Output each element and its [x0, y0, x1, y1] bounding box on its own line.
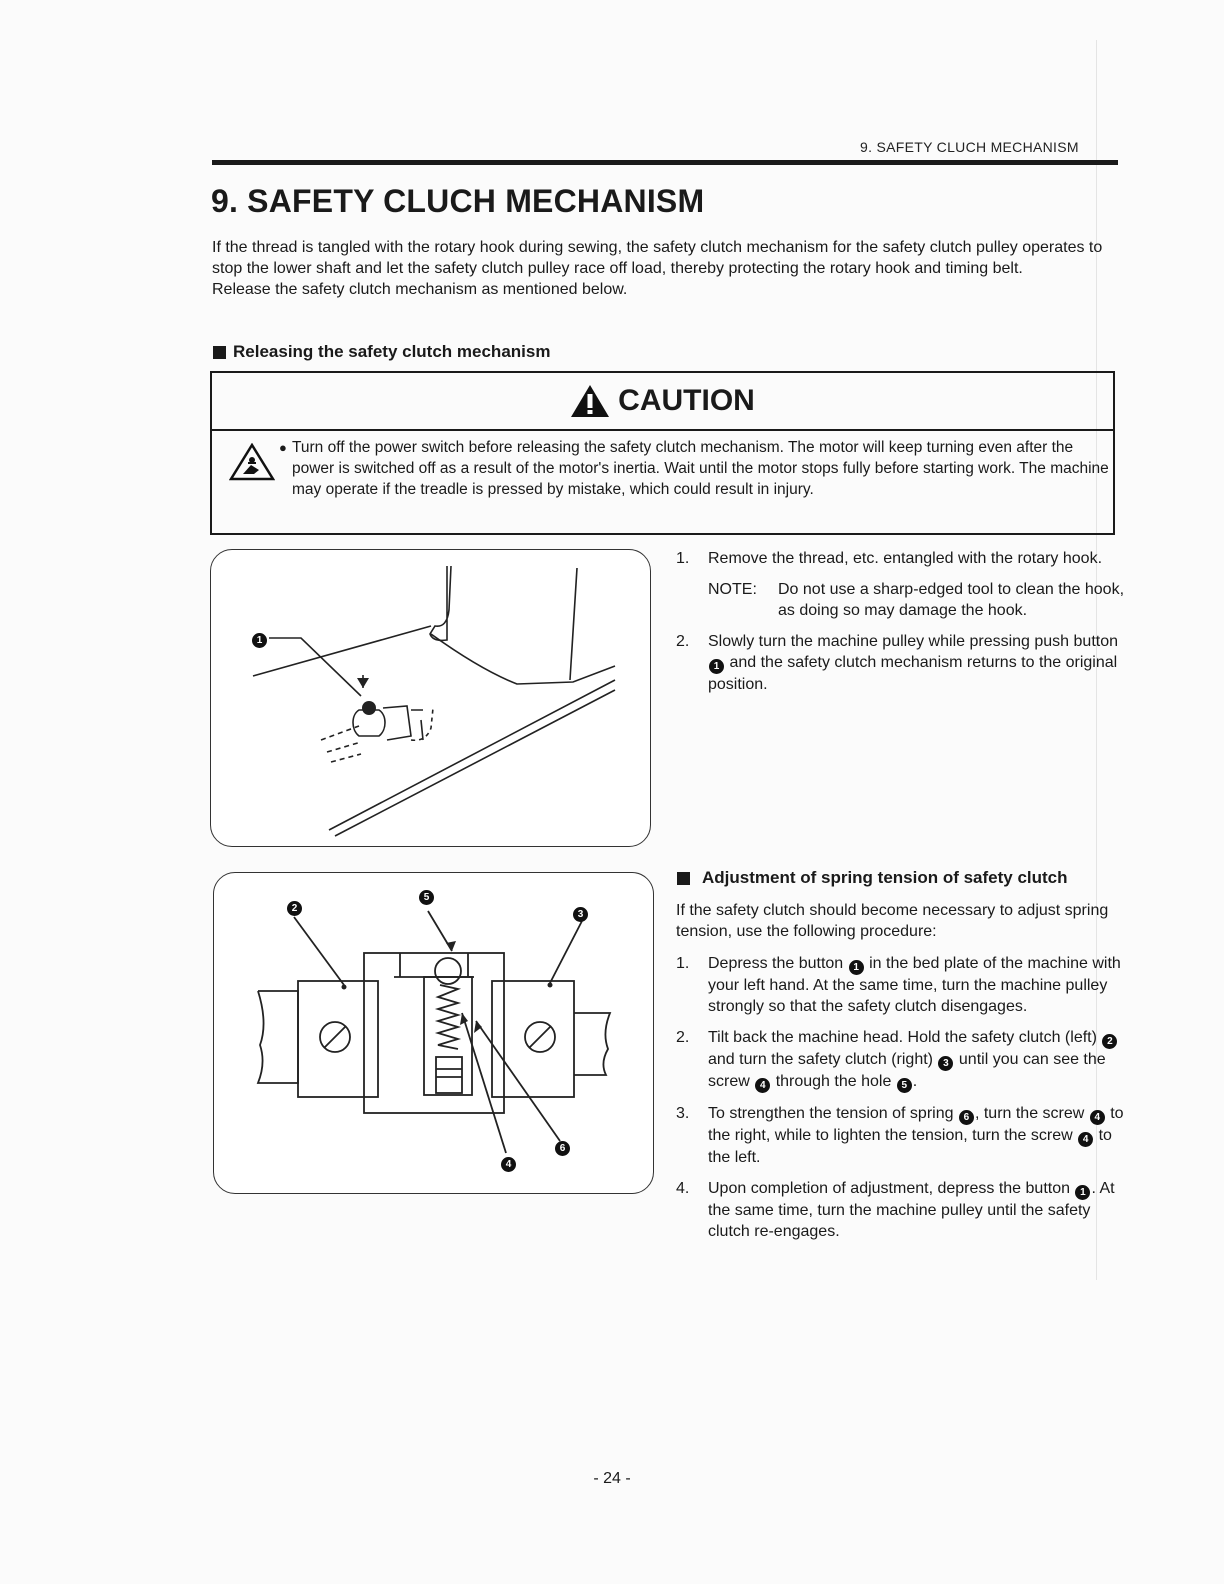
callout-3-icon: 3: [573, 907, 588, 922]
ref-4-icon: 4: [1090, 1110, 1105, 1125]
adjust-step-3: 3. To strengthen the tension of spring 6 , turn the screw 4 to the right, while to lighten the tension, turn the screw 4 to the left.: [676, 1105, 1124, 1166]
intro-paragraph-2: Release the safety clutch mechanism as mentioned below.: [212, 281, 628, 298]
callout-6-icon: 6: [555, 1141, 570, 1156]
release-steps: [676, 548, 1126, 705]
figure-spring-tension: [213, 872, 654, 1194]
adjust-step-4: 4. Upon completion of adjustment, depress the button 1 . At the same time, turn the machine pulley until the safety clutch re-engages.: [676, 1180, 1115, 1240]
ref-3-icon: 3: [938, 1056, 953, 1071]
callout-1-icon: 1: [252, 633, 267, 648]
hand-injury-warning-icon: [229, 443, 275, 481]
caution-header: [212, 373, 1113, 431]
release-step-2: 2. Slowly turn the machine pulley while pressing push button 1 and the safety clutch mechanism returns to the original position.: [676, 633, 1119, 693]
note-text: Do not use a sharp-edged tool to clean the hook, as doing so may damage the hook.: [778, 581, 1125, 619]
caution-body: [279, 437, 1110, 500]
ref-1-icon: 1: [709, 659, 724, 674]
running-header: 9. SAFETY CLUCH MECHANISM: [860, 139, 1079, 155]
ref-1-icon: 1: [1075, 1185, 1090, 1200]
adjustment-intro: If the safety clutch should become necessary to adjust spring tension, use the following procedure:: [676, 902, 1109, 940]
ref-6-icon: 6: [959, 1110, 974, 1125]
caution-title: CAUTION: [618, 384, 755, 417]
intro-paragraph-1: If the thread is tangled with the rotary hook during sewing, the safety clutch mechanism for the safety clutch pulley operates to stop the lower shaft and let the safety clutch pulley race off load, thereby protecting the rotary hook and timing belt.: [212, 239, 1103, 277]
ref-5-icon: 5: [897, 1078, 912, 1093]
section-heading-adjustment: [677, 868, 1068, 888]
callout-5-icon: 5: [419, 890, 434, 905]
note: [708, 579, 1126, 621]
callout-2-icon: 2: [287, 901, 302, 916]
release-step-1: 1. Remove the thread, etc. entangled with the rotary hook.: [676, 550, 1103, 567]
release-button-illustration: [211, 550, 651, 847]
adjustment-steps: [676, 953, 1126, 1252]
adjust-step-1: 1. Depress the button 1 in the bed plate of the machine with your left hand. At the same time, turn the machine pulley strongly so that the safety clutch disengages.: [676, 955, 1121, 1015]
section-heading-release-text: Releasing the safety clutch mechanism: [233, 342, 551, 361]
ref-4-icon: 4: [755, 1078, 770, 1093]
bullet-dot-icon: ●: [279, 440, 287, 455]
square-bullet-icon: [213, 346, 226, 359]
figure-release-button: [210, 549, 651, 847]
page-number: - 24 -: [593, 1470, 631, 1487]
square-bullet-icon: [677, 872, 690, 885]
intro-text: [212, 237, 1127, 300]
warning-triangle-icon: [570, 384, 610, 418]
header-rule: [212, 160, 1118, 165]
note-label: NOTE:: [708, 581, 757, 598]
ref-1-icon: 1: [849, 960, 864, 975]
adjust-step-2: 2. Tilt back the machine head. Hold the safety clutch (left) 2 and turn the safety clutch (right) 3 until you can see the screw 4 through the hole 5 .: [676, 1027, 1126, 1093]
ref-2-icon: 2: [1102, 1034, 1117, 1049]
caution-text: Turn off the power switch before releasing the safety clutch mechanism. The motor will keep turning even after the power is switched off as a result of the motor's inertia. Wait until the motor stops fully before starting work. The machine may operate if the treadle is pressed by mistake, which could result in injury.: [292, 439, 1109, 498]
callout-4-icon: 4: [501, 1157, 516, 1172]
page-title: 9. SAFETY CLUCH MECHANISM: [211, 183, 705, 219]
ref-4-icon: 4: [1078, 1132, 1093, 1147]
section-heading-release: [213, 342, 550, 362]
caution-box: [210, 371, 1115, 535]
section-heading-adjustment-text: Adjustment of spring tension of safety clutch: [702, 868, 1068, 887]
safety-clutch-cross-section-illustration: [214, 873, 654, 1194]
